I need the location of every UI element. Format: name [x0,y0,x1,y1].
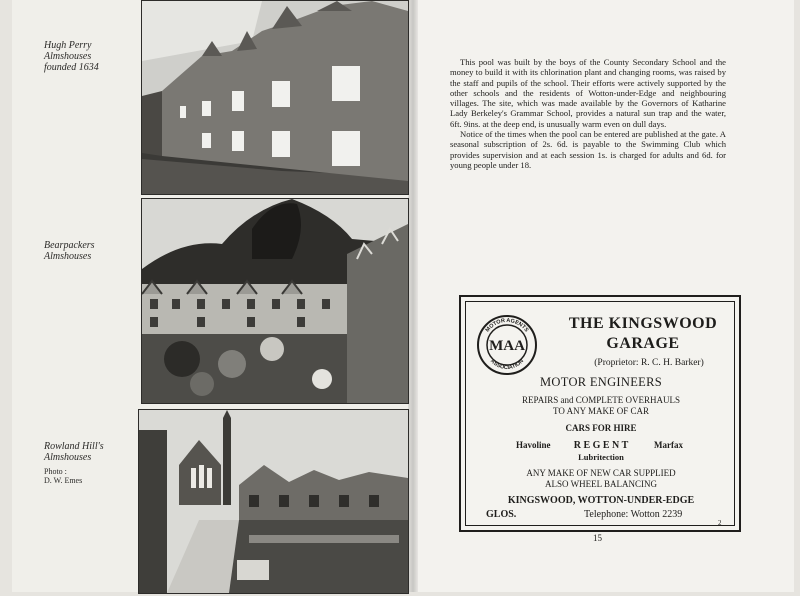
photo-bearpackers-almshouses [141,198,409,404]
logo-ring-top: MOTOR AGENTS [484,317,530,334]
advert-inner-border [465,301,735,526]
photo-credit: Photo : D. W. Emes [44,467,83,485]
telephone-number: Telephone: Wotton 2239 [584,509,683,520]
new-car-line-2: ALSO WHEEL BALANCING [545,479,657,489]
repairs-line-1: REPAIRS and COMPLETE OVERHAULS [522,395,680,405]
kingswood-garage-advert [459,295,741,532]
swimming-pool-article [450,57,726,170]
new-car-line-1: ANY MAKE OF NEW CAR SUPPLIED [526,468,676,478]
logo-letters: MAA [489,338,525,354]
cars-for-hire: CARS FOR HIRE [565,423,637,433]
page-number: 15 [593,533,602,543]
brand-lubritection: Lubritection [578,452,624,462]
garage-name: THE KINGSWOOD GARAGE [568,315,718,352]
print-mark: 2 [718,519,722,527]
brand-havoline: Havoline [516,440,551,450]
proprietor-line: (Proprietor: R. C. H. Barker) [594,358,704,368]
maa-logo-icon [476,314,538,376]
page-gutter [408,0,418,592]
article-paragraph-1: This pool was built by the boys of the County Secondary School and the money to build it with its chlorination plant and changing rooms, was raised by the staff and pupils of the school. Their efforts were actively supported by the other schools and the residents of Wotton-under-Edge and neighbouring villages. The site, which was made available by the Governors of Katharine Lady Berkeley's Grammar School, provides a natural sun trap and the water, 6ft. 9ins. at the deep end, is unusually warm even on dull days. [450,57,726,129]
brand-marfax: Marfax [654,440,683,450]
repairs-line-2: TO ANY MAKE OF CAR [552,406,649,416]
address-glos: GLOS. [486,509,517,520]
caption-hugh-perry: Hugh Perry Almshouses founded 1634 [44,40,99,73]
address-line-1: KINGSWOOD, WOTTON-UNDER-EDGE [507,495,695,506]
brand-regent: R E G E N T [573,440,629,451]
photo-hugh-perry-almshouses [141,0,409,195]
photo-rowland-hills-almshouses [138,409,409,594]
motor-engineers-heading: MOTOR ENGINEERS [540,375,662,389]
caption-bearpackers: Bearpackers Almshouses [44,240,95,262]
caption-rowland-hill: Rowland Hill's Almshouses [44,441,104,463]
article-paragraph-2: Notice of the times when the pool can be entered are published at the gate. A seasonal subscription of 2s. 6d. is payable to the Swimming Club which provides supervision and at each session 1s. is charged for adults and 6d. for young people under 18. [450,129,726,170]
logo-ring-bottom: ASSOCIATION [488,358,526,372]
